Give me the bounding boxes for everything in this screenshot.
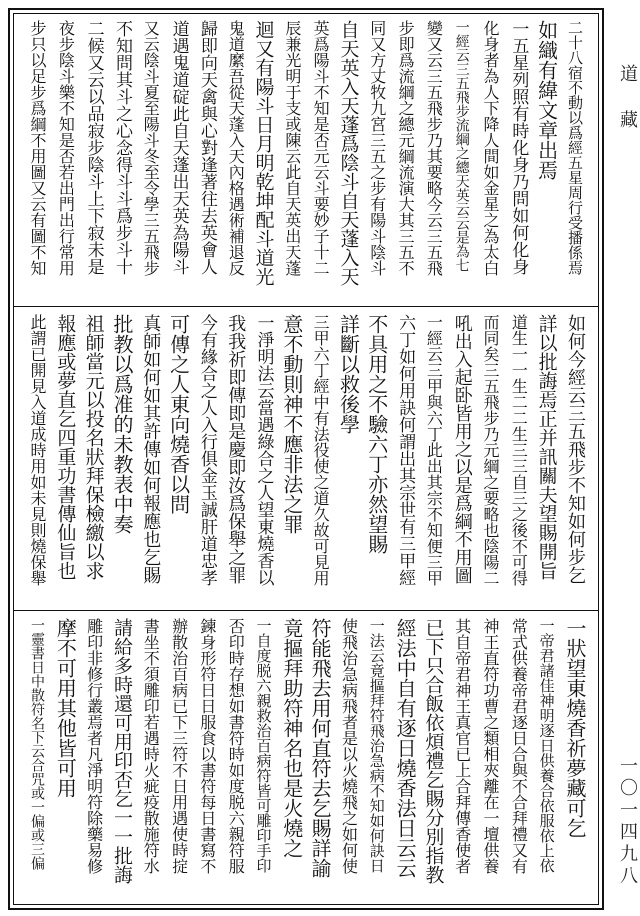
- text-column: 道遇鬼道碇此自天蓬出天英為陽斗: [168, 20, 189, 275]
- text-column: 已下只合飯依煩禮乞賜分別指教: [422, 618, 445, 884]
- text-column: 請給多時還可用印否乞一一批誨: [110, 618, 133, 884]
- margin-page-number: 一〇一四九八: [617, 756, 638, 888]
- band-divider: [13, 610, 599, 611]
- text-column: 使飛治急病飛者是以火燒飛之如何使: [339, 618, 359, 874]
- text-column: 鍊身形符日日服食以書符每日書寫不: [197, 618, 217, 874]
- text-column: 如何今經云三五飛步不知如何步乞: [564, 314, 586, 584]
- text-column: 英爲陽斗不知是否元云斗要妙子十二: [311, 20, 331, 276]
- text-column: 書坐不須雕印若遇時火疵疫散施符水: [141, 618, 161, 874]
- text-column: 同又方丈牧九宮三五之步有陽斗陰斗: [367, 20, 387, 276]
- text-column: 又云陰斗夏至陽斗冬至令學三五飛步: [141, 20, 161, 276]
- text-column: 一經云三五飛步流綱之總天英云云是為七: [453, 20, 470, 272]
- text-column: 二十八宿不動以爲經五星周行受播係焉: [565, 20, 584, 275]
- text-column: 一法云竟摳拜符飛治急病不知如何訣日: [367, 618, 386, 873]
- text-column: 如織有緯文章出焉: [534, 20, 559, 180]
- text-column: 詳以批誨焉正并訊關夫望賜開旨: [535, 314, 558, 580]
- text-column: 三甲六丁經中有法役使之道久故可見用: [311, 314, 331, 586]
- text-column: 一經云三甲與六丁此出其宗不知便三甲: [424, 314, 444, 586]
- text-column: 報應或夢直乞四重功書傳仙旨也: [54, 314, 77, 580]
- text-column: 摩不可用其他皆可用: [53, 618, 78, 798]
- text-column: 歸即向天禽與心對逢著往去英會人: [196, 20, 217, 275]
- text-column: 其自帝君神王真官已上合拜傳香使者: [452, 618, 472, 874]
- text-column: 符能飛去用何直符去乞賜詳諭: [308, 618, 333, 878]
- text-column: 自天英入天蓬爲陰斗自天蓬入天: [337, 20, 360, 286]
- text-column: 化身者為人下降人間如金星之為太白: [481, 20, 500, 276]
- text-column: 迴又有陽斗日月明乾坤配斗道光: [252, 20, 275, 286]
- text-column: 不具用之不驗六丁亦然望賜: [364, 314, 389, 554]
- text-column: 道生一一生二二生三三自三之後不可得: [509, 314, 529, 586]
- text-column: 一淨明法云當遇綠合之人望東燒香以: [253, 314, 274, 586]
- text-column: 一帝君諸佳神明逐日供養合依服依上依: [537, 618, 556, 873]
- text-column: 雕印非修行叢焉者凡淨明符除藥易修: [84, 618, 104, 874]
- text-column: 經法中自有逐日燒香法日云云: [393, 618, 418, 878]
- text-column: 夜步陰斗樂不知是否若出門出行常用: [56, 20, 76, 276]
- text-column: 今有緣合之人入行俱金玉誠肝道忠孝: [196, 314, 217, 586]
- text-column: 吼出入起卧皆用之以是爲綱不用圖: [451, 314, 473, 584]
- text-column: 可傳之人東向燒香以問: [166, 314, 191, 514]
- text-column: 此謂已開見入道成時用如未見則燒保舉: [28, 314, 47, 586]
- band-divider: [13, 306, 599, 307]
- text-column: 二候又云以品寂步陰斗上下寂未是: [83, 20, 104, 275]
- text-column: 竟摳拜助符神名也是火燒之: [279, 618, 304, 858]
- text-band-bottom: [24, 618, 588, 902]
- margin-title: 道藏: [617, 64, 638, 156]
- text-column: 一靈書日中散符名下云合咒或一偏或三偏: [29, 618, 45, 870]
- text-column: 詳斷以救後學: [336, 314, 361, 434]
- text-column: 意不動則神不應非法之罪: [279, 314, 304, 534]
- text-column: 一自度脱六親救治百病符皆可雕印手印: [254, 618, 273, 873]
- text-column: 辰兼光明于支或陳云此自天英出天蓬: [282, 20, 302, 276]
- text-column: 祖師當元以投名狀拜保檢繳以求: [82, 314, 105, 580]
- text-column: 一五星列照有時化身乃問如何化身: [508, 20, 529, 275]
- text-column: 辦散治百病已下三符不日用遇使時掟: [169, 618, 189, 874]
- text-column: 六丁如何用訣何謂出其宗世有三甲經: [395, 314, 416, 586]
- text-column: 否印時存想如書符時如度脱六親符服: [226, 618, 246, 874]
- text-column: 而同矣三五飛步乃元綱之要略也陰陽二: [481, 314, 500, 586]
- text-column: 變又云三五飛步乃其要略今云三五飛: [424, 20, 444, 276]
- text-band-top: [24, 20, 588, 302]
- page-frame: [8, 8, 604, 910]
- text-column: 我我祈即傳即是慶即汝爲保舉之罪: [225, 314, 247, 584]
- text-column: 不知問其斗之心念得斗斗爲步斗十: [111, 20, 132, 275]
- text-column: 步即爲流綱之總元綱流演大其三五不: [396, 20, 416, 276]
- text-band-middle: [24, 314, 588, 604]
- text-column: 一狀望東燒香祈夢藏可乞: [562, 618, 587, 838]
- text-column: 常式供養帝君逐日合與不合拜禮又有: [509, 618, 529, 874]
- text-column: 批教以爲准的未教表中奏: [109, 314, 134, 534]
- text-column: 神王直符功曹之類相夾離在一壇供養: [481, 618, 500, 874]
- text-column: 步只以足步爲綱不用圖又云有圖不知: [28, 20, 47, 276]
- text-column: 鬼道縻吾從天蓬入天內格遇術補退反: [226, 20, 246, 276]
- text-column: 真師如何如其許傳如何報應也乞賜: [140, 314, 162, 584]
